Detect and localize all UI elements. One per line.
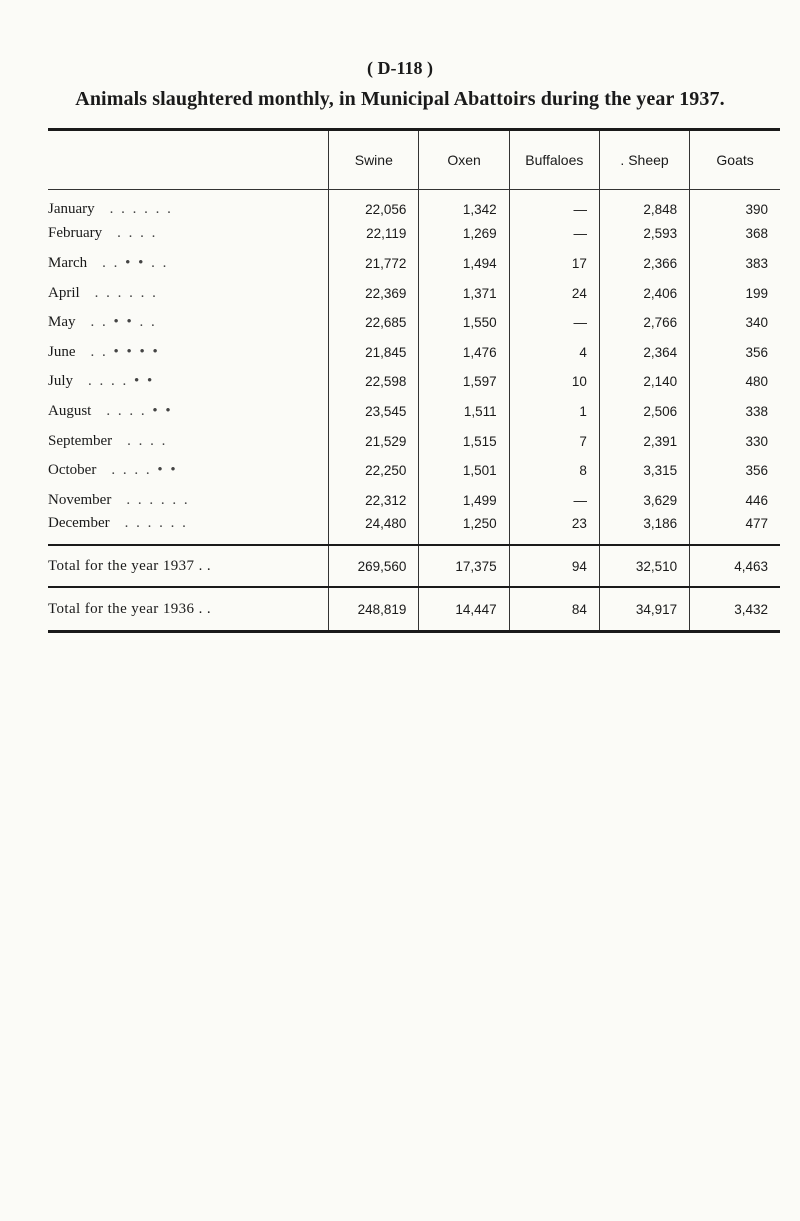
row-label bbox=[48, 278, 329, 308]
cell-oxen: 1,511 bbox=[419, 397, 509, 427]
leader-dots: . . . . . . bbox=[124, 515, 188, 532]
cell-oxen: 1,476 bbox=[419, 337, 509, 367]
leader-dots: . . . . . . bbox=[94, 284, 158, 301]
cell-buffaloes: 8 bbox=[509, 456, 599, 486]
cell-goats: 340 bbox=[690, 308, 780, 338]
cell-oxen: 1,494 bbox=[419, 249, 509, 279]
cell-swine: 22,312 bbox=[329, 485, 419, 515]
total-cell-buffaloes: 94 bbox=[509, 545, 599, 587]
row-label bbox=[48, 367, 329, 397]
total-label: Total for the year 1937 . . bbox=[48, 545, 329, 587]
row-label bbox=[48, 397, 329, 427]
cell-buffaloes: 1 bbox=[509, 397, 599, 427]
total-cell-oxen: 17,375 bbox=[419, 545, 509, 587]
leader-dots: . . • • . . bbox=[102, 254, 169, 271]
table-row bbox=[48, 456, 780, 486]
cell-buffaloes: 10 bbox=[509, 367, 599, 397]
cell-sheep: 2,766 bbox=[599, 308, 689, 338]
leader-dots: . . • • • • bbox=[90, 343, 160, 360]
cell-oxen: 1,342 bbox=[419, 190, 509, 220]
row-label bbox=[48, 219, 329, 249]
leader-dots: . . . . bbox=[117, 225, 158, 242]
cell-sheep: 2,848 bbox=[599, 190, 689, 220]
month-name: July bbox=[48, 373, 74, 390]
table-row bbox=[48, 337, 780, 367]
leader-dots: . . . . . . bbox=[126, 491, 190, 508]
column-header-goats: Goats bbox=[690, 130, 780, 190]
cell-swine: 24,480 bbox=[329, 515, 419, 545]
cell-swine: 22,685 bbox=[329, 308, 419, 338]
column-header-swine: Swine bbox=[329, 130, 419, 190]
cell-sheep: 3,629 bbox=[599, 485, 689, 515]
cell-swine: 21,529 bbox=[329, 426, 419, 456]
cell-goats: 199 bbox=[690, 278, 780, 308]
cell-buffaloes: — bbox=[509, 308, 599, 338]
cell-oxen: 1,499 bbox=[419, 485, 509, 515]
cell-oxen: 1,371 bbox=[419, 278, 509, 308]
table-row bbox=[48, 190, 780, 220]
row-label bbox=[48, 485, 329, 515]
cell-swine: 21,845 bbox=[329, 337, 419, 367]
cell-buffaloes: 17 bbox=[509, 249, 599, 279]
table-body bbox=[48, 190, 780, 632]
row-label bbox=[48, 190, 329, 220]
leader-dots: . . . . • • bbox=[88, 373, 155, 390]
cell-goats: 390 bbox=[690, 190, 780, 220]
cell-oxen: 1,550 bbox=[419, 308, 509, 338]
total-label: Total for the year 1936 . . bbox=[48, 587, 329, 632]
leader-dots: . . . . . . bbox=[109, 201, 173, 218]
total-cell-swine: 269,560 bbox=[329, 545, 419, 587]
month-name: March bbox=[48, 254, 88, 271]
total-cell-sheep: 34,917 bbox=[599, 587, 689, 632]
cell-buffaloes: — bbox=[509, 219, 599, 249]
cell-oxen: 1,501 bbox=[419, 456, 509, 486]
row-label bbox=[48, 337, 329, 367]
cell-oxen: 1,269 bbox=[419, 219, 509, 249]
cell-swine: 21,772 bbox=[329, 249, 419, 279]
cell-goats: 446 bbox=[690, 485, 780, 515]
total-cell-swine: 248,819 bbox=[329, 587, 419, 632]
cell-sheep: 2,364 bbox=[599, 337, 689, 367]
page-number: ( D-118 ) bbox=[367, 58, 433, 78]
slaughter-table bbox=[48, 128, 780, 633]
cell-oxen: 1,250 bbox=[419, 515, 509, 545]
cell-swine: 22,119 bbox=[329, 219, 419, 249]
cell-swine: 22,056 bbox=[329, 190, 419, 220]
header-row bbox=[48, 130, 780, 190]
cell-goats: 356 bbox=[690, 456, 780, 486]
leader-dots: . . • • . . bbox=[90, 314, 157, 331]
total-cell-goats: 3,432 bbox=[690, 587, 780, 632]
cell-buffaloes: — bbox=[509, 190, 599, 220]
row-label bbox=[48, 249, 329, 279]
month-name: January bbox=[48, 201, 95, 218]
month-name: June bbox=[48, 343, 76, 360]
month-name: November bbox=[48, 491, 112, 508]
row-label bbox=[48, 456, 329, 486]
leader-dots: . . . . bbox=[127, 432, 168, 449]
cell-goats: 368 bbox=[690, 219, 780, 249]
total-row bbox=[48, 545, 780, 587]
total-row bbox=[48, 587, 780, 632]
cell-swine: 23,545 bbox=[329, 397, 419, 427]
cell-sheep: 2,406 bbox=[599, 278, 689, 308]
table-row bbox=[48, 278, 780, 308]
month-name: August bbox=[48, 402, 92, 419]
cell-sheep: 3,315 bbox=[599, 456, 689, 486]
month-name: September bbox=[48, 432, 113, 449]
month-name: February bbox=[48, 225, 103, 242]
row-label bbox=[48, 308, 329, 338]
cell-swine: 22,250 bbox=[329, 456, 419, 486]
cell-goats: 477 bbox=[690, 515, 780, 545]
month-name: December bbox=[48, 515, 110, 532]
month-name: May bbox=[48, 314, 76, 331]
total-cell-buffaloes: 84 bbox=[509, 587, 599, 632]
cell-oxen: 1,597 bbox=[419, 367, 509, 397]
row-label bbox=[48, 515, 329, 545]
month-name: October bbox=[48, 462, 97, 479]
page-title: Animals slaughtered monthly, in Municipal Abattoirs during the year 1937. bbox=[75, 88, 725, 110]
cell-swine: 22,369 bbox=[329, 278, 419, 308]
table-row bbox=[48, 397, 780, 427]
table-row bbox=[48, 485, 780, 515]
cell-swine: 22,598 bbox=[329, 367, 419, 397]
cell-sheep: 2,593 bbox=[599, 219, 689, 249]
cell-buffaloes: 4 bbox=[509, 337, 599, 367]
total-cell-goats: 4,463 bbox=[690, 545, 780, 587]
cell-sheep: 2,140 bbox=[599, 367, 689, 397]
cell-sheep: 2,391 bbox=[599, 426, 689, 456]
cell-buffaloes: — bbox=[509, 485, 599, 515]
cell-goats: 356 bbox=[690, 337, 780, 367]
cell-oxen: 1,515 bbox=[419, 426, 509, 456]
total-cell-oxen: 14,447 bbox=[419, 587, 509, 632]
table-row bbox=[48, 426, 780, 456]
cell-sheep: 3,186 bbox=[599, 515, 689, 545]
cell-sheep: 2,366 bbox=[599, 249, 689, 279]
leader-dots: . . . . • • bbox=[111, 462, 178, 479]
cell-goats: 480 bbox=[690, 367, 780, 397]
column-header-oxen: Oxen bbox=[419, 130, 509, 190]
header-blank bbox=[48, 130, 329, 190]
month-name: April bbox=[48, 284, 80, 301]
table-row bbox=[48, 367, 780, 397]
table-row bbox=[48, 219, 780, 249]
column-header-sheep: . Sheep bbox=[599, 130, 689, 190]
row-label bbox=[48, 426, 329, 456]
cell-goats: 330 bbox=[690, 426, 780, 456]
cell-sheep: 2,506 bbox=[599, 397, 689, 427]
cell-goats: 383 bbox=[690, 249, 780, 279]
cell-buffaloes: 24 bbox=[509, 278, 599, 308]
table-row bbox=[48, 515, 780, 545]
column-header-buffaloes: Buffaloes bbox=[509, 130, 599, 190]
table-row bbox=[48, 308, 780, 338]
total-cell-sheep: 32,510 bbox=[599, 545, 689, 587]
cell-buffaloes: 7 bbox=[509, 426, 599, 456]
leader-dots: . . . . • • bbox=[106, 402, 173, 419]
table-row bbox=[48, 249, 780, 279]
cell-goats: 338 bbox=[690, 397, 780, 427]
cell-buffaloes: 23 bbox=[509, 515, 599, 545]
